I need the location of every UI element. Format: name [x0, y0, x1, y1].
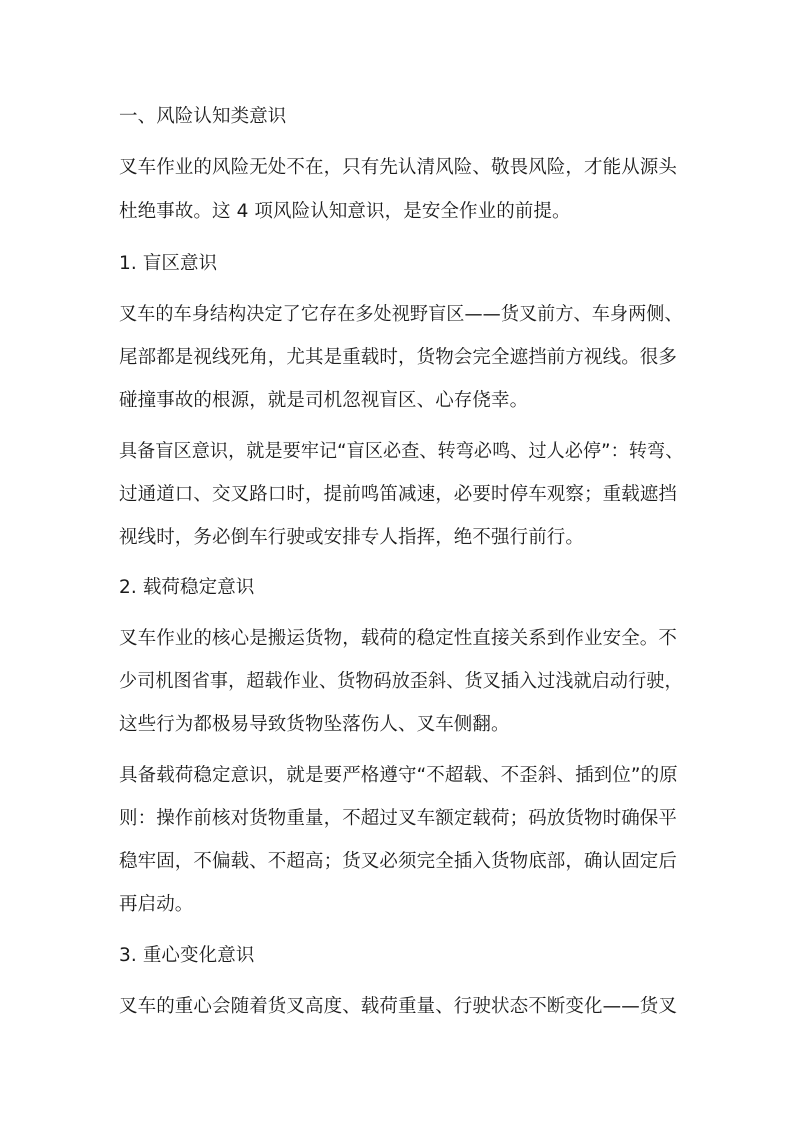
item1-para2-line-1: 具备盲区意识，就是要牢记“盲区必查、转弯必鸣、过人必停”：转弯、	[119, 441, 684, 462]
item2-heading: 2. 载荷稳定意识	[119, 577, 255, 598]
item2-para2-line-3: 稳牢固，不偏载、不超高；货叉必须完全插入货物底部，确认固定后	[119, 851, 678, 872]
section-heading: 一、风险认知类意识	[119, 106, 287, 127]
item1-para2-line-3: 视线时，务必倒车行驶或安排专人指挥，绝不强行前行。	[119, 527, 585, 548]
item1-heading: 1. 盲区意识	[119, 253, 218, 274]
item2-para1-line-2: 少司机图省事，超载作业、货物码放歪斜、货叉插入过浅就启动行驶，	[119, 671, 683, 692]
intro-line-1: 叉车作业的风险无处不在，只有先认清风险、敬畏风险，才能从源头	[119, 157, 678, 178]
item2-para2-line-2: 则：操作前核对货物重量，不超过叉车额定载荷；码放货物时确保平	[119, 808, 678, 829]
item3-heading: 3. 重心变化意识	[119, 945, 255, 966]
item1-para2-line-2: 过通道口、交叉路口时，提前鸣笛减速，必要时停车观察；重载遮挡	[119, 484, 678, 505]
item2-para2-line-1: 具备载荷稳定意识，就是要严格遵守“不超载、不歪斜、插到位”的原	[119, 765, 678, 786]
item1-para1-line-1: 叉车的车身结构决定了它存在多处视野盲区——货叉前方、车身两侧、	[119, 304, 683, 325]
item1-para1-line-2: 尾部都是视线死角，尤其是重载时，货物会完全遮挡前方视线。很多	[119, 347, 678, 368]
item2-para1-line-1: 叉车作业的核心是搬运货物，载荷的稳定性直接关系到作业安全。不	[119, 628, 678, 649]
item2-para2-line-4: 再启动。	[119, 894, 194, 915]
intro-line-2: 杜绝事故。这 4 项风险认知意识，是安全作业的前提。	[119, 201, 571, 222]
item2-para1-line-3: 这些行为都极易导致货物坠落伤人、叉车侧翻。	[119, 714, 510, 735]
item3-para1-line-1: 叉车的重心会随着货叉高度、载荷重量、行驶状态不断变化——货叉	[119, 996, 678, 1017]
item1-para1-line-3: 碰撞事故的根源，就是司机忽视盲区、心存侥幸。	[119, 390, 529, 411]
